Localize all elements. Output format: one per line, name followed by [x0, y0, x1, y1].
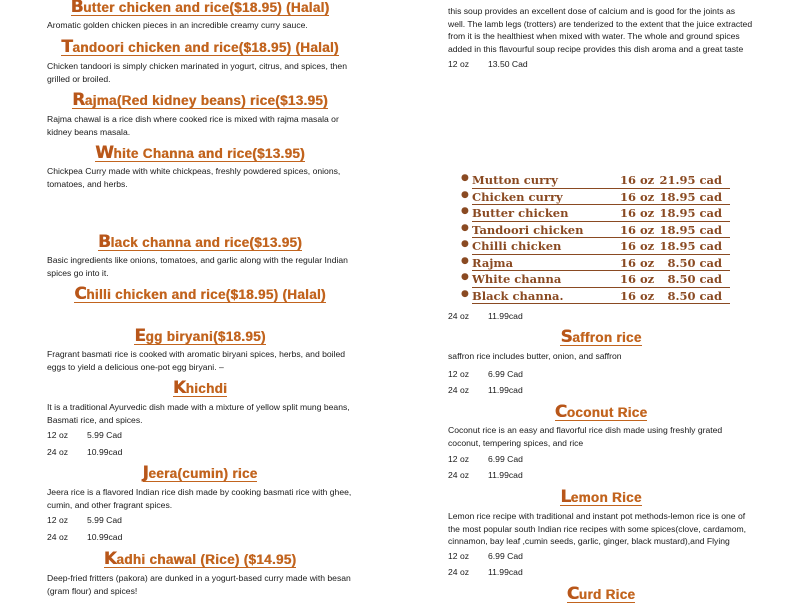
price-row: 24 oz 10.99cad: [47, 447, 123, 457]
price-row: 24 oz 11.99cad: [448, 311, 523, 321]
bullet-icon: ●: [461, 239, 469, 249]
dish-title: Egg biryani($18.95): [134, 326, 266, 346]
bullet-icon: ●: [461, 173, 469, 183]
bullet-icon: ●: [461, 206, 469, 216]
list-item: ● Black channa. 16 oz 8.50 cad: [472, 288, 730, 305]
dish-description: Coconut rice is an easy and flavorful rice dish made using freshly grated coconut, tempering spices, and rice: [448, 425, 723, 448]
price-row: 12 oz 13.50 Cad: [448, 59, 528, 69]
bullet-icon: ●: [461, 288, 469, 299]
bullet-icon: ●: [461, 272, 469, 282]
dish-title: Jeera(cumin) rice: [142, 463, 258, 483]
soup-description: this soup provides an excellent dose of calcium and is good for the joints as well. The lamb legs (trotters) are tenderized to the extent that the juice extracted from it is the healthiest when mixed with water. The whole and ground spices added in this flavourful soup recipe provides this dish aroma and a great taste: [448, 6, 753, 54]
price-row: 12 oz 6.99 Cad: [448, 454, 523, 464]
dish-description: saffron rice includes butter, onion, and saffron: [448, 351, 622, 361]
dish-title: Khichdi: [172, 378, 228, 398]
dish-title: Saffron rice: [560, 327, 642, 347]
dish-title: Curd Rice: [566, 584, 636, 604]
price-row: 12 oz 5.99 Cad: [47, 515, 122, 525]
dish-description: Aromatic golden chicken pieces in an incredible creamy curry sauce.: [47, 20, 308, 30]
dish-description: Chickpea Curry made with white chickpeas, freshly powdered spices, onions, tomatoes, and herbs.: [47, 166, 341, 189]
dish-description: Lemon rice recipe with traditional and instant pot methods-lemon rice is one of the most popular south Indian rice recipes with some spices(clove, cardamom, cinnamon, bay leaf ,cumin seeds, garlic, ginger, black mustard),and Flying: [448, 511, 747, 546]
dish-title: White Channa and rice($13.95): [95, 143, 305, 163]
dish-title: Black channa and rice($13.95): [98, 232, 302, 252]
list-item: ● Chicken curry 16 oz 18.95 cad: [472, 189, 730, 206]
dish-title: Butter chicken and rice($18.95) (Halal): [70, 0, 330, 17]
price-row: 12 oz 6.99 Cad: [448, 369, 523, 379]
dish-description: Chicken tandoori is simply chicken marinated in yogurt, citrus, and spices, then grilled or broiled.: [47, 61, 347, 84]
dish-title: Rajma(Red kidney beans) rice($13.95): [72, 90, 328, 110]
dish-description: Basic ingredients like onions, tomatoes, and garlic along with the regular Indian spices go into it.: [47, 255, 348, 278]
bullet-icon: ●: [461, 189, 469, 200]
dish-description: Jeera rice is a flavored Indian rice dish made by cooking basmati rice with ghee, cumin, and other fragrant spices.: [47, 487, 352, 510]
dish-description: Fragrant basmati rice is cooked with aromatic biryani spices, herbs, and boiled eggs to yield a delicious one-pot egg biryani. –: [47, 349, 346, 372]
list-item: ● Mutton curry 16 oz 21.95 cad: [472, 172, 730, 189]
price-row: 24 oz 11.99cad: [448, 567, 523, 577]
bullet-icon: ●: [461, 222, 469, 233]
price-row: 24 oz 11.99cad: [448, 385, 523, 395]
price-row: 24 oz 11.99cad: [448, 470, 523, 480]
dish-description: Deep-fried fritters (pakora) are dunked in a yogurt-based curry made with besan (gram flour) and spices!: [47, 573, 351, 596]
list-item: ● Rajma 16 oz 8.50 cad: [472, 255, 730, 272]
dish-description: Rajma chawal is a rice dish where cooked rice is mixed with rajma masala or kidney beans masala.: [47, 114, 339, 137]
dish-description: It is a traditional Ayurvedic dish made with a mixture of yellow split mung beans, Basmati rice, and spices.: [47, 402, 350, 425]
bullet-icon: ●: [461, 255, 469, 266]
list-item: ● Chilli chicken 16 oz 18.95 cad: [472, 238, 730, 255]
dish-title: Kadhi chawal (Rice) ($14.95): [103, 549, 297, 569]
price-row: 24 oz 10.99cad: [47, 532, 123, 542]
list-item: ● White channa 16 oz 8.50 cad: [472, 271, 730, 288]
price-row: 12 oz 5.99 Cad: [47, 430, 122, 440]
dish-title: Lemon Rice: [560, 487, 642, 507]
dish-title: Chilli chicken and rice($18.95) (Halal): [74, 284, 326, 304]
price-row: 12 oz 6.99 Cad: [448, 551, 523, 561]
dish-title: Tandoori chicken and rice($18.95) (Halal): [61, 37, 339, 57]
dish-title: Coconut Rice: [554, 402, 648, 422]
list-item: ● Butter chicken 16 oz 18.95 cad: [472, 205, 730, 222]
curry-price-list: [460, 172, 730, 304]
list-item: ● Tandoori chicken 16 oz 18.95 cad: [472, 222, 730, 239]
